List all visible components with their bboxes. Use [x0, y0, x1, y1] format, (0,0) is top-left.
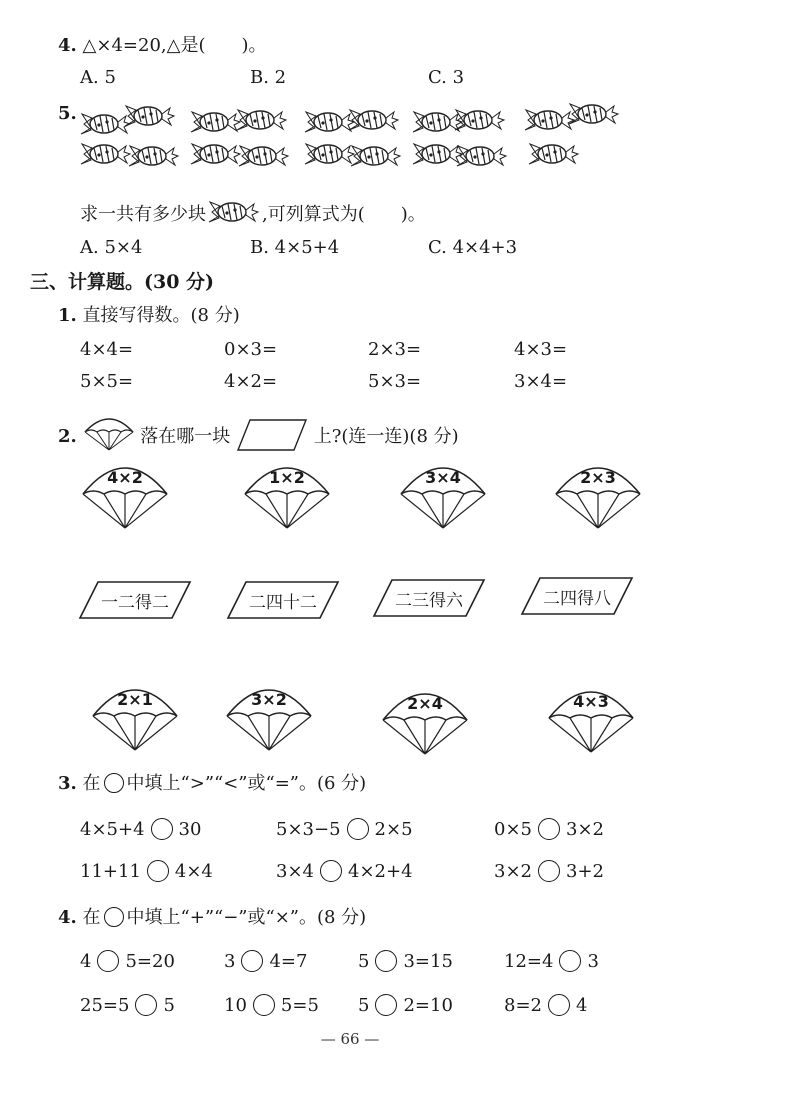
right-expr: 4=7 [269, 951, 308, 972]
compare-item [80, 818, 201, 842]
title-pre: 在 [82, 907, 101, 928]
answer-circle[interactable] [253, 994, 275, 1016]
answer-circle[interactable] [147, 860, 169, 882]
answer-circle[interactable] [151, 818, 173, 840]
parachute-label: 4×3 [573, 692, 609, 711]
answer-circle[interactable] [538, 860, 560, 882]
left-expr: 5×3−5 [276, 819, 341, 840]
answer-box[interactable] [78, 580, 192, 620]
answer-box-label: 二四十二 [249, 592, 317, 613]
parallelogram-icon [236, 418, 308, 452]
operator-item [80, 950, 175, 974]
answer-circle[interactable] [135, 994, 157, 1016]
candy-icon [305, 112, 354, 132]
problem-number: 4. [58, 907, 77, 928]
compare-item [276, 818, 413, 842]
right-expr: 30 [178, 819, 202, 840]
candy-icon [81, 144, 130, 164]
stem-after: ,可列算式为( )。 [262, 204, 426, 225]
answer-circle[interactable] [375, 950, 397, 972]
answer-box[interactable] [226, 580, 340, 620]
right-expr: 3×2 [566, 819, 604, 840]
answer-circle[interactable] [538, 818, 560, 840]
right-expr: 3=15 [403, 951, 453, 972]
left-expr: 11+11 [80, 861, 141, 882]
answer-circle[interactable] [548, 994, 570, 1016]
parachute-label: 4×2 [107, 468, 143, 487]
answer-circle[interactable] [241, 950, 263, 972]
answer-circle[interactable] [320, 860, 342, 882]
calc-item[interactable]: 5×5= [80, 371, 134, 392]
candy-icon [129, 146, 178, 166]
calc-item[interactable]: 4×3= [514, 339, 568, 360]
compare-item [80, 860, 213, 884]
left-expr: 10 [224, 995, 247, 1016]
calc-item[interactable]: 2×3= [368, 339, 422, 360]
operator-item [504, 994, 587, 1018]
compare-item [494, 860, 604, 884]
candy-icon [125, 106, 174, 126]
parachute-item[interactable] [242, 464, 332, 530]
left-expr: 4×5+4 [80, 819, 145, 840]
title-pre: 在 [82, 773, 101, 794]
right-expr: 5=5 [280, 995, 319, 1016]
right-expr: 5 [163, 995, 175, 1016]
operator-item [224, 994, 319, 1018]
parachute-label: 2×3 [580, 468, 616, 487]
circle-icon [104, 907, 124, 927]
parachute-item[interactable] [80, 464, 170, 530]
section-title: 三、计算题。(30 分) [30, 271, 215, 293]
problem-number: 2. [58, 426, 77, 447]
question-4 [58, 34, 267, 58]
candy-icon [529, 144, 578, 164]
operator-item [224, 950, 307, 974]
answer-circle[interactable] [559, 950, 581, 972]
right-expr: 2×5 [374, 819, 413, 840]
question-number: 4. [58, 35, 77, 56]
left-expr: 3 [224, 951, 236, 972]
right-expr: 2=10 [403, 995, 453, 1016]
parachute-item[interactable] [224, 686, 314, 752]
candy-groups-illustration [76, 100, 636, 180]
left-expr: 3×4 [276, 861, 314, 882]
calc-item[interactable]: 5×3= [368, 371, 422, 392]
problem-2-title [58, 416, 459, 452]
calc-item[interactable]: 3×4= [514, 371, 568, 392]
parachute-item[interactable] [546, 688, 636, 754]
candy-icon [569, 104, 618, 124]
parachute-item[interactable] [553, 464, 643, 530]
operator-item [358, 950, 453, 974]
title-post: 中填上“>”“<”或“=”。(6 分) [126, 773, 367, 794]
problem-title: 直接写得数。(8 分) [82, 305, 240, 326]
parachute-item[interactable] [90, 686, 180, 752]
option-c[interactable]: C. 3 [428, 67, 465, 88]
candy-icon [413, 144, 462, 164]
left-expr: 12=4 [504, 951, 554, 972]
candy-icon [239, 146, 288, 166]
option-a[interactable]: A. 5×4 [80, 237, 143, 258]
option-b[interactable]: B. 4×5+4 [250, 237, 340, 258]
question-number: 5. [58, 103, 77, 124]
right-expr: 4×2+4 [348, 861, 413, 882]
stem-before: 求一共有多少块 [80, 204, 206, 225]
candy-icon [305, 144, 354, 164]
parachute-label: 2×4 [407, 694, 443, 713]
calc-item[interactable]: 0×3= [224, 339, 278, 360]
parachute-icon [83, 416, 135, 452]
problem-4-title [58, 906, 366, 930]
title-end: 上?(连一连)(8 分) [313, 426, 459, 447]
answer-circle[interactable] [375, 994, 397, 1016]
candy-icon [413, 112, 462, 132]
compare-item [276, 860, 413, 884]
parachute-item[interactable] [398, 464, 488, 530]
answer-circle[interactable] [347, 818, 369, 840]
parachute-label: 3×2 [251, 690, 287, 709]
left-expr: 0×5 [494, 819, 532, 840]
candy-icon [525, 110, 574, 130]
left-expr: 8=2 [504, 995, 542, 1016]
parachute-label: 1×2 [269, 468, 305, 487]
left-expr: 25=5 [80, 995, 130, 1016]
compare-item [494, 818, 604, 842]
problem-3-title [58, 772, 366, 796]
candy-icon [351, 146, 400, 166]
candy-icon [349, 110, 398, 130]
right-expr: 3+2 [566, 861, 604, 882]
left-expr: 4 [80, 951, 92, 972]
option-b[interactable]: B. 2 [250, 67, 287, 88]
parachute-label: 2×1 [117, 690, 153, 709]
left-expr: 5 [358, 995, 370, 1016]
answer-box[interactable] [520, 576, 634, 616]
problem-number: 3. [58, 773, 77, 794]
left-expr: 5 [358, 951, 370, 972]
title-post: 中填上“+”“−”或“×”。(8 分) [126, 907, 367, 928]
answer-box-label: 一二得二 [101, 592, 169, 613]
answer-box-label: 二四得八 [543, 588, 611, 609]
right-expr: 3 [587, 951, 599, 972]
parachute-label: 3×4 [425, 468, 461, 487]
candy-icon [237, 110, 286, 130]
title-mid: 落在哪一块 [140, 426, 231, 447]
answer-box[interactable] [372, 578, 486, 618]
operator-item [504, 950, 599, 974]
candy-icon [191, 144, 240, 164]
candy-icon [457, 146, 506, 166]
candy-icon [206, 198, 262, 226]
left-expr: 3×2 [494, 861, 532, 882]
problem-1-title [58, 304, 240, 328]
question-stem: △×4=20,△是( )。 [82, 35, 267, 56]
option-c[interactable]: C. 4×4+3 [428, 237, 518, 258]
option-a[interactable]: A. 5 [80, 67, 116, 88]
candy-icon [81, 114, 130, 134]
calc-item[interactable]: 4×4= [80, 339, 134, 360]
answer-box-label: 二三得六 [395, 590, 463, 611]
answer-circle[interactable] [97, 950, 119, 972]
question-5-stem [80, 198, 426, 227]
candy-icon [455, 110, 504, 130]
circle-icon [104, 773, 124, 793]
candy-icon [191, 112, 240, 132]
page-number: — 66 — [320, 1030, 380, 1048]
right-expr: 4×4 [174, 861, 213, 882]
calc-item[interactable]: 4×2= [224, 371, 278, 392]
operator-item [358, 994, 453, 1018]
parachute-item[interactable] [380, 690, 470, 756]
right-expr: 5=20 [125, 951, 175, 972]
right-expr: 4 [576, 995, 588, 1016]
problem-number: 1. [58, 305, 77, 326]
operator-item [80, 994, 175, 1018]
